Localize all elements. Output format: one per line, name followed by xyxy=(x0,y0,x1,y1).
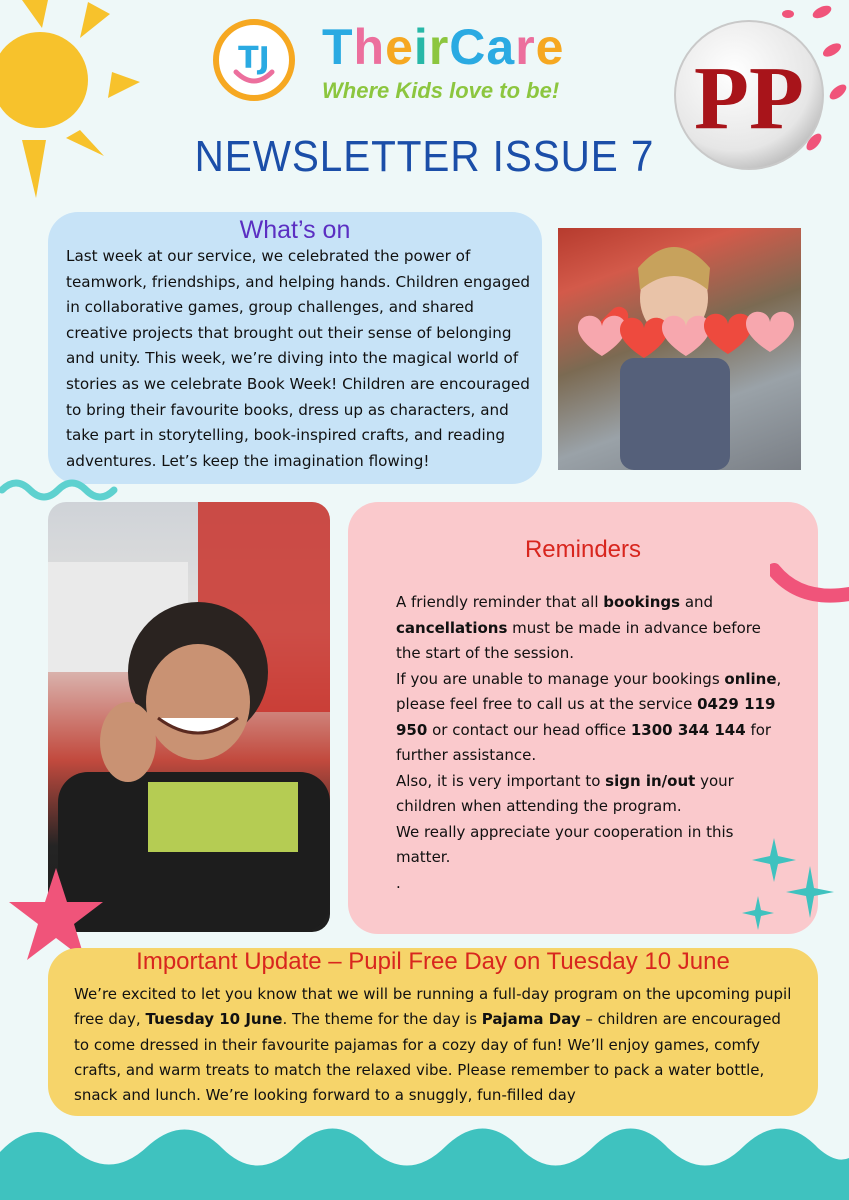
newsletter-title: NEWSLETTER ISSUE 7 xyxy=(194,132,655,181)
theircare-logo-icon xyxy=(212,18,296,102)
teal-squiggle-decoration-icon xyxy=(0,474,130,504)
whats-on-body: Last week at our service, we celebrated the power of teamwork, friendships, and helping hands. Children engaged in collaborative games, group challenges, and shared creative projects that brought out their sense of belonging and unity. This week, we’re diving into the magical world of stories as we celebrate Book Week! Children are encouraged to bring their favourite books, dress up as characters, and take part in storytelling, book-inspired crafts, and reading adventures. Let’s keep the imagination flowing! xyxy=(66,247,531,470)
brand-tagline: Where Kids love to be! xyxy=(322,78,560,103)
whats-on-heading: What’s on xyxy=(239,216,351,244)
sparkles-decoration-icon xyxy=(740,838,835,938)
photo-girl-paper-hearts xyxy=(558,228,801,470)
paper-hearts-illustration-icon xyxy=(558,228,801,470)
head-office-phone: 1300 344 144 xyxy=(630,720,746,739)
update-theme: Pajama Day xyxy=(481,1010,581,1029)
pink-arc-decoration-icon xyxy=(770,560,849,610)
bottom-wave-decoration-icon xyxy=(0,1118,849,1200)
reminders-body xyxy=(396,590,786,896)
reminder-paragraph-contact: If you are unable to manage your bookings online, please feel free to call us at the service 0429 119 950 or contact our head office 1300 344 144 for further assistance. xyxy=(396,669,782,764)
service-phone: 0429 119 950 xyxy=(396,695,776,739)
important-update-body: We’re excited to let you know that we will be running a full-day program on the upcoming pupil free day, Tuesday 10 June. The theme for the day is Pajama Day – children are encouraged to come dressed in their favourite pajamas for a cozy day of fun! We’ll enjoy games, comfy crafts, and warm treats to match the relaxed vibe. Please remember to pack a water bottle, snack and lunch. We’re looking forward to a snuggly, fun-filled day xyxy=(74,985,792,1105)
logo-mark-text: TJ xyxy=(238,41,270,76)
reminder-paragraph-signin: Also, it is very important to sign in/out your children when attending the program. xyxy=(396,771,734,815)
reminder-paragraph-dot: . xyxy=(396,873,401,892)
reminders-heading: Reminders xyxy=(524,536,642,563)
brand-name: TheirCare xyxy=(322,19,565,75)
reminder-paragraph-bookings: A friendly reminder that all bookings and cancellations must be made in advance before the start of the session. xyxy=(396,593,761,662)
pp-logo-text: PP xyxy=(694,49,804,148)
important-update-heading: Important Update – Pupil Free Day on Tuesday 10 June xyxy=(136,948,730,975)
reminder-paragraph-thanks: We really appreciate your cooperation in this matter. xyxy=(396,822,734,866)
update-date: Tuesday 10 June xyxy=(145,1010,283,1029)
